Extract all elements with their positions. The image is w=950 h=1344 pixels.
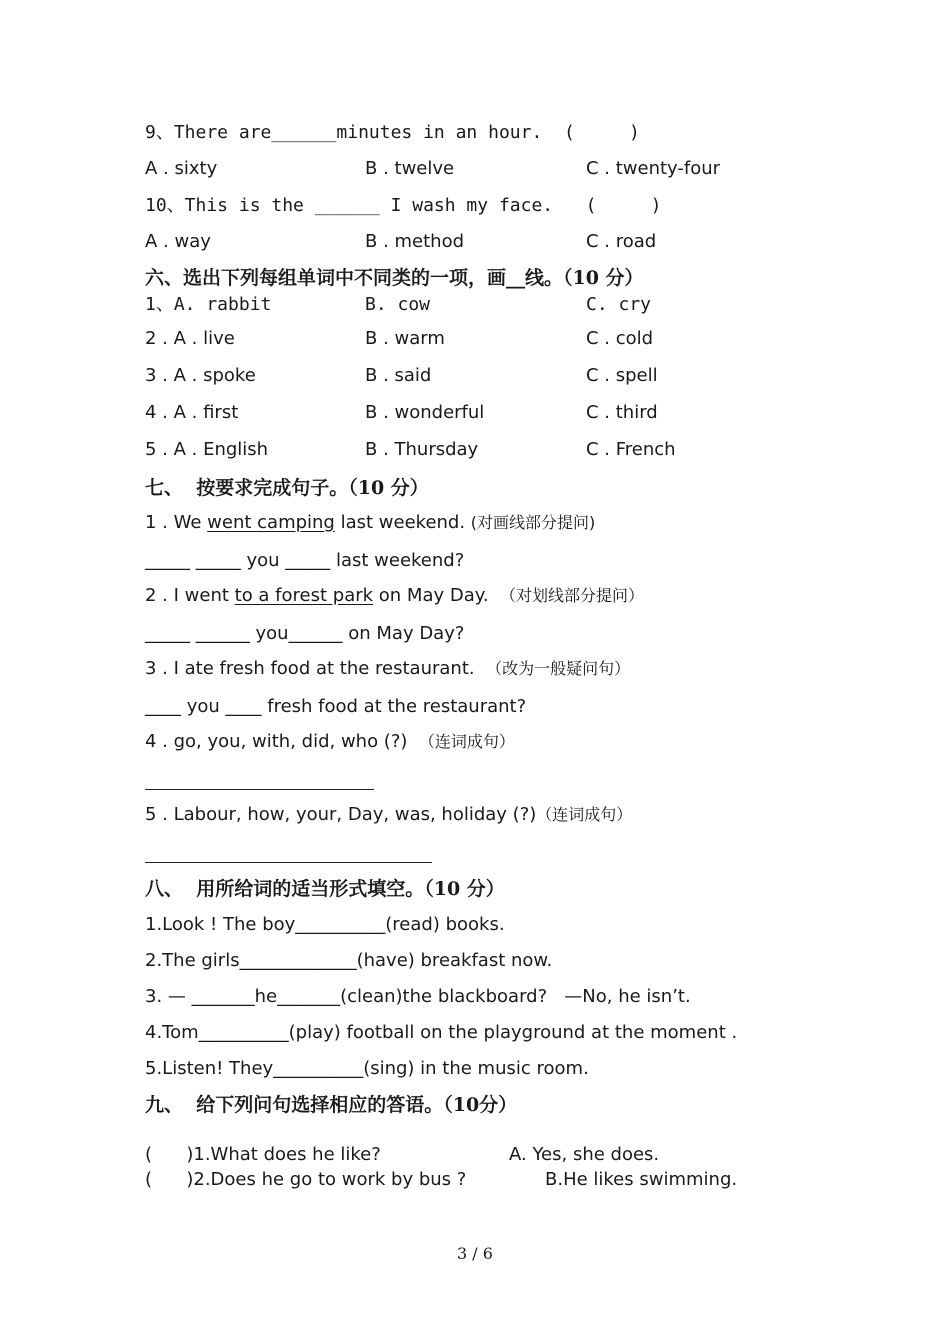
s7-q5 — [145, 803, 632, 827]
s7-q2 — [145, 584, 644, 608]
s6-row-2-c[interactable]: C . cold — [586, 328, 654, 349]
s7-q2-note: （对划线部分提问） — [500, 586, 645, 605]
s8-item-3[interactable]: 3. — _______he_______(clean)the blackboard? —No, he isn’t. — [145, 986, 691, 1007]
q10-stem: 10、This is the ______ I wash my face. ( ) — [145, 195, 662, 216]
s9-answer-a: A. Yes, she does. — [509, 1144, 660, 1165]
section6-heading: 六、选出下列每组单词中不同类的一项，画__线。（10 分） — [145, 267, 644, 289]
q10-option-a[interactable]: A . way — [145, 231, 211, 252]
s7-q1-underlined: went camping — [207, 512, 335, 533]
q9-stem: 9、There are______minutes in an hour. ( ) — [145, 122, 640, 143]
s6-row-4-a[interactable]: 4 . A . first — [145, 402, 239, 423]
s9-answer-b: B.He likes swimming. — [545, 1169, 738, 1190]
s7-q2-pre: 2 . I went — [145, 585, 235, 606]
s6-row-3-b[interactable]: B . said — [365, 365, 432, 386]
s7-q2-answer[interactable]: _____ ______ you______ on May Day? — [145, 623, 465, 644]
s7-q3-answer[interactable]: ____ you ____ fresh food at the restaurant? — [145, 696, 527, 717]
s7-q4-answer-line[interactable] — [145, 789, 374, 790]
s7-q4 — [145, 730, 515, 754]
s6-row-5-c[interactable]: C . French — [586, 439, 676, 460]
s7-q5-text: 5 . Labour, how, your, Day, was, holiday (?) — [145, 804, 537, 825]
s7-q1 — [145, 511, 595, 535]
s6-row-2-a[interactable]: 2 . A . live — [145, 328, 235, 349]
s7-q5-answer-line[interactable] — [145, 862, 432, 863]
s7-q1-post: last weekend. — [334, 512, 471, 533]
s6-row-5-a[interactable]: 5 . A . English — [145, 439, 269, 460]
s6-row-1-b[interactable]: B. cow — [365, 294, 431, 315]
q10-option-c[interactable]: C . road — [586, 231, 657, 252]
s6-row-2-b[interactable]: B . warm — [365, 328, 445, 349]
s6-row-4-c[interactable]: C . third — [586, 402, 658, 423]
s9-q2 — [145, 1168, 738, 1240]
s6-row-1-a[interactable]: 1、A. rabbit — [145, 294, 272, 315]
s7-q4-text: 4 . go, you, with, did, who (?) — [145, 731, 419, 752]
s9-q1-question[interactable]: ( )1.What does he like? — [145, 1144, 381, 1165]
s7-q3-note: （改为一般疑问句） — [486, 659, 631, 678]
s8-item-2[interactable]: 2.The girls_____________(have) breakfast now. — [145, 950, 553, 971]
q9-option-c[interactable]: C . twenty-four — [586, 158, 721, 179]
s6-row-1-c[interactable]: C. cry — [586, 294, 652, 315]
s8-item-1[interactable]: 1.Look ! The boy__________(read) books. — [145, 914, 505, 935]
q10-option-b[interactable]: B . method — [365, 231, 465, 252]
s8-item-5[interactable]: 5.Listen! They__________(sing) in the music room. — [145, 1058, 589, 1079]
s9-q2-question[interactable]: ( )2.Does he go to work by bus ? — [145, 1169, 467, 1190]
s7-q4-note: （连词成句） — [418, 732, 515, 751]
s6-row-3-c[interactable]: C . spell — [586, 365, 658, 386]
section8-heading: 八、 用所给词的适当形式填空。（10 分） — [145, 878, 505, 900]
q9-option-a[interactable]: A . sixty — [145, 158, 218, 179]
s7-q2-underlined: to a forest park — [234, 585, 374, 606]
page-number: 3 / 6 — [457, 1244, 493, 1263]
section7-heading: 七、 按要求完成句子。（10 分） — [145, 477, 429, 499]
s7-q3-text: 3 . I ate fresh food at the restaurant. — [145, 658, 487, 679]
s7-q5-note: （连词成句） — [536, 805, 633, 824]
section9-heading: 九、 给下列问句选择相应的答语。（10分） — [145, 1094, 518, 1116]
s7-q2-post: on May Day. — [373, 585, 501, 606]
s6-row-3-a[interactable]: 3 . A . spoke — [145, 365, 256, 386]
s8-item-4[interactable]: 4.Tom__________(play) football on the playground at the moment . — [145, 1022, 738, 1043]
s7-q1-pre: 1 . We — [145, 512, 208, 533]
s7-q1-answer[interactable]: _____ _____ you _____ last weekend? — [145, 550, 465, 571]
s6-row-5-b[interactable]: B . Thursday — [365, 439, 479, 460]
q9-option-b[interactable]: B . twelve — [365, 158, 455, 179]
s6-row-4-b[interactable]: B . wonderful — [365, 402, 485, 423]
s7-q1-note: (对画线部分提问) — [470, 513, 596, 532]
s7-q3 — [145, 657, 630, 681]
